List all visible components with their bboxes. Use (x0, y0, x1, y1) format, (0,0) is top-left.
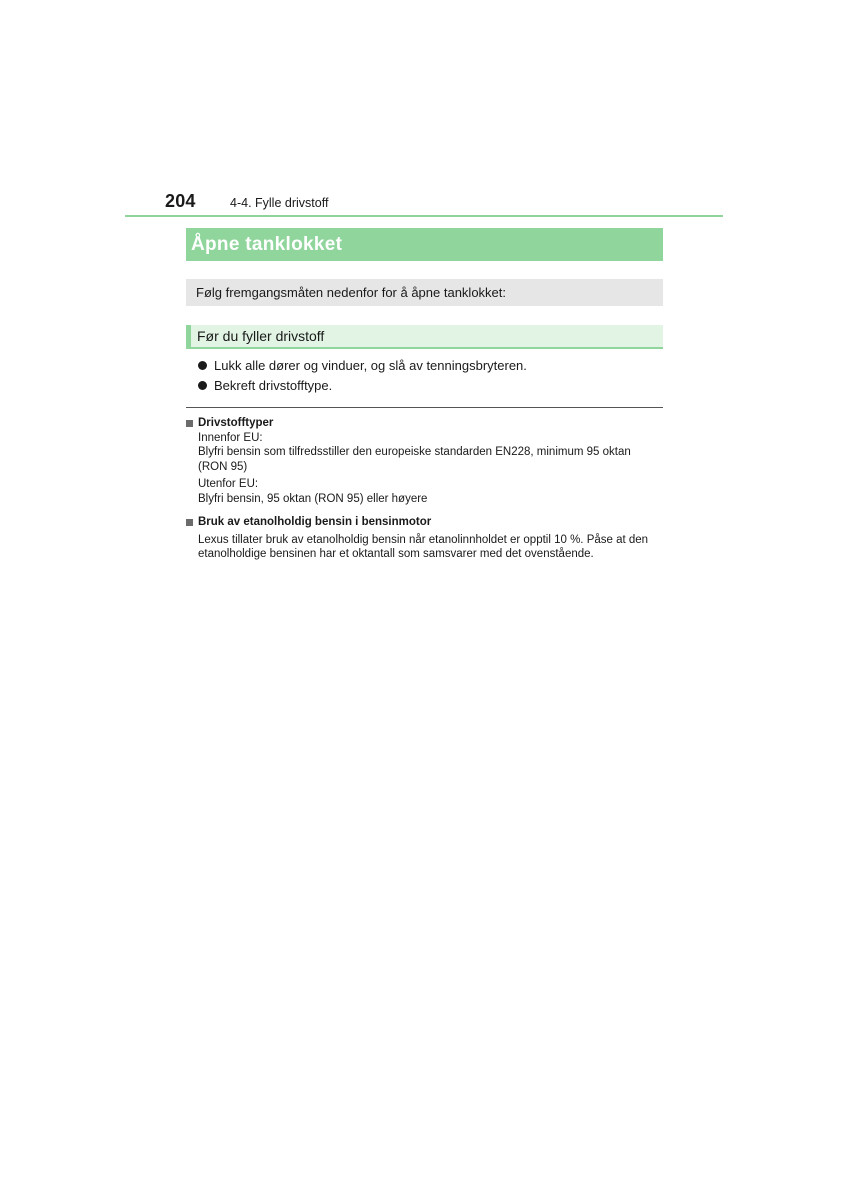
list-item (198, 375, 658, 395)
divider (186, 407, 663, 408)
list-item (198, 355, 658, 375)
note-text: Blyfri bensin, 95 oktan (RON 95) eller høyere (198, 492, 428, 505)
note-text: etanolholdige bensinen har et oktantall som samsvarer med det ovenstående. (198, 548, 594, 560)
note-text: Innenfor EU: (198, 431, 263, 444)
title-bar (186, 228, 663, 261)
note-text: Blyfri bensin som tilfredsstiller den europeiske standarden EN228, minimum 95 oktan (198, 446, 631, 458)
section-label: 4-4. Fylle drivstoff (230, 196, 329, 210)
intro-text: Følg fremgangsmåten nedenfor for å åpne tanklokket: (196, 285, 507, 300)
note-body (186, 431, 663, 507)
note-text: Lexus tillater bruk av etanolholdig bensin når etanolinnholdet er opptil 10 %. Påse at den (198, 533, 649, 546)
header-rule (125, 215, 723, 217)
note-heading (186, 515, 663, 530)
page-number: 204 (165, 191, 196, 211)
note-heading-text: Drivstofftyper (198, 417, 274, 429)
note-heading (186, 416, 663, 431)
page-title: Åpne tanklokket (191, 233, 343, 255)
bullet-icon (198, 361, 207, 370)
bullet-list (198, 355, 658, 395)
square-bullet-icon (186, 420, 193, 427)
subheading (186, 325, 663, 349)
list-item-text: Lukk alle dører og vinduer, og slå av tenningsbryteren. (214, 357, 527, 373)
square-bullet-icon (186, 519, 193, 526)
list-item-text: Bekreft drivstofftype. (214, 377, 333, 393)
note-text: Utenfor EU: (198, 478, 259, 490)
note-text: (RON 95) (198, 460, 248, 473)
note-body (186, 530, 663, 562)
intro-box (186, 279, 663, 306)
subheading-text: Før du fyller drivstoff (197, 328, 325, 344)
bullet-icon (198, 381, 207, 390)
note-ethanol (186, 515, 663, 562)
note-fuel-types (186, 416, 663, 506)
note-heading-text: Bruk av etanolholdig bensin i bensinmotor (198, 516, 432, 528)
